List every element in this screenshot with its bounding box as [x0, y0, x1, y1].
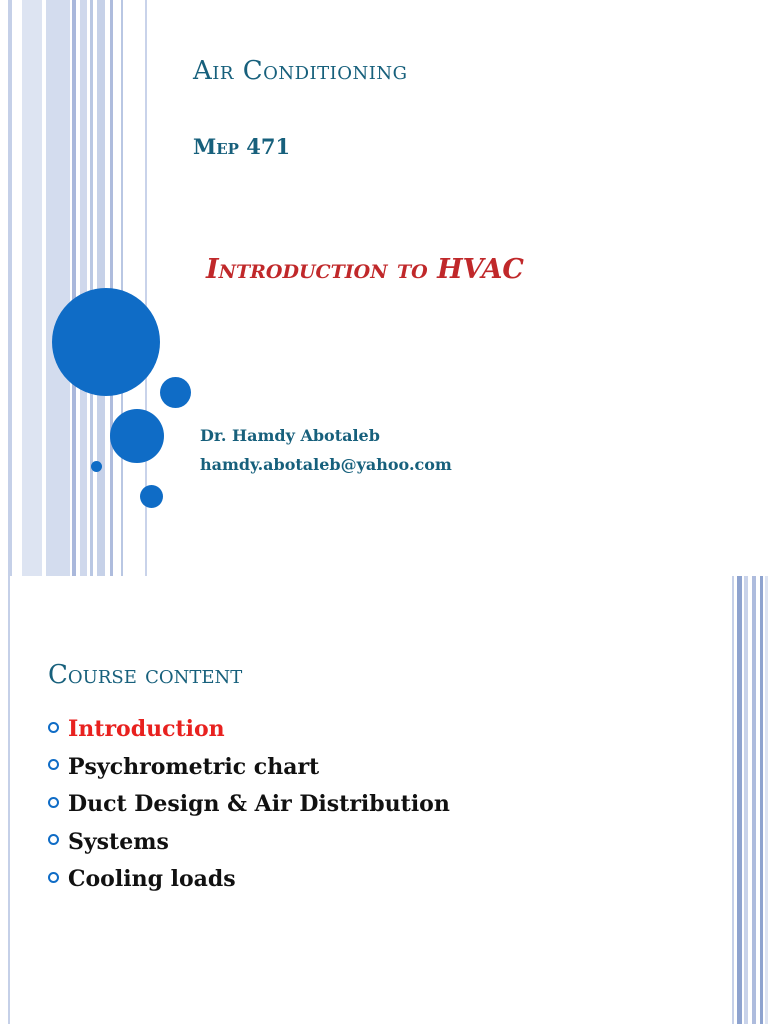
list-item [48, 789, 450, 827]
content-slide [0, 576, 768, 1024]
bullet-circle-icon [48, 722, 59, 733]
slide-title: Air Conditioning [193, 56, 408, 86]
list-item-label: Psychrometric chart [68, 753, 320, 780]
list-item [48, 864, 450, 902]
decorative-strip [8, 576, 10, 1024]
decorative-circle [140, 485, 163, 508]
list-item [48, 752, 450, 790]
decorative-strip [80, 0, 87, 576]
decorative-circle [52, 288, 160, 396]
decorative-strip [22, 0, 42, 576]
decorative-strip [90, 0, 93, 576]
decorative-strip [744, 576, 748, 1024]
list-item-label: Cooling loads [68, 866, 236, 892]
slide-title: Course content [48, 660, 243, 690]
list-item [48, 714, 450, 752]
bullet-circle-icon [48, 759, 59, 770]
decorative-strip [8, 0, 12, 576]
decorative-strip [737, 576, 742, 1024]
course-code: Mep 471 [193, 134, 291, 159]
decorative-strip [760, 576, 763, 1024]
decorative-strip [72, 0, 76, 576]
list-item-label: Duct Design & Air Distribution [68, 791, 450, 817]
slide-subtitle: Introduction to HVAC [206, 254, 524, 285]
list-item-label: Introduction [68, 716, 225, 742]
decorative-strip [46, 0, 70, 576]
list-item [48, 827, 450, 865]
author-name: Dr. Hamdy Abotaleb [200, 426, 380, 445]
author-email: hamdy.abotaleb@yahoo.com [200, 455, 452, 474]
bullet-circle-icon [48, 834, 59, 845]
decorative-circle [91, 461, 102, 472]
list-item-label: Systems [68, 828, 169, 855]
course-content-list [48, 714, 450, 902]
decorative-strip [752, 576, 756, 1024]
bullet-circle-icon [48, 797, 59, 808]
bullet-circle-icon [48, 872, 59, 883]
decorative-circle [110, 409, 164, 463]
decorative-strip [732, 576, 734, 1024]
decorative-circle [160, 377, 191, 408]
decorative-strip [121, 0, 123, 576]
